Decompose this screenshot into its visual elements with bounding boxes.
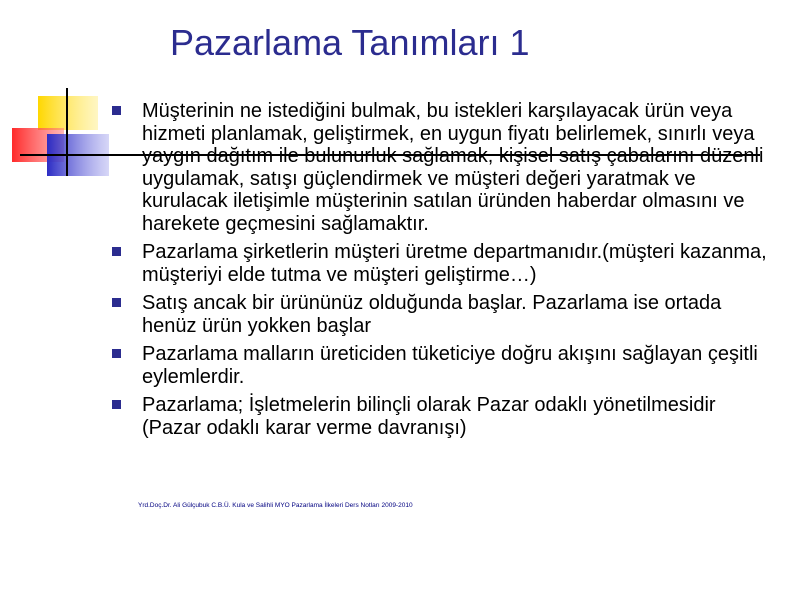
list-item — [110, 241, 770, 286]
list-item-text: Pazarlama malların üreticiden tüketiciye doğru akışını sağlayan çeşitli eylemlerdir. — [142, 343, 758, 388]
list-item — [110, 394, 770, 439]
square-bullet-icon — [112, 247, 121, 256]
list-item-text: Pazarlama şirketlerin müşteri üretme departmanıdır.(müşteri kazanma, müşteriyi elde tutma ve müşteri geliştirme…) — [142, 241, 767, 286]
decor-red-block — [12, 128, 64, 162]
page-title: Pazarlama Tanımları 1 — [170, 22, 530, 63]
list-item — [110, 100, 770, 235]
decor-yellow-block — [38, 96, 98, 130]
list-item-text: Müşterinin ne istediğini bulmak, bu istekleri karşılayacak ürün veya hizmeti planlamak, geliştirmek, en uygun fiyatı belirlemek, sınırlı veya yaygın dağıtım ile bulunurluk sağlamak, kişisel satış çabalarını düzenli uygulamak, satışı güçlendirmek ve müşteri değeri yaratmak ve kurulacak iletişimle müşterinin satılan üründen haberdar olmasını ve harekete geçmesini sağlamaktır. — [142, 100, 764, 235]
list-item — [110, 343, 770, 388]
bullet-list — [110, 100, 770, 445]
square-bullet-icon — [112, 298, 121, 307]
square-bullet-icon — [112, 400, 121, 409]
decor-blue-block — [47, 134, 109, 176]
square-bullet-icon — [112, 349, 121, 358]
list-item — [110, 292, 770, 337]
list-item-text: Pazarlama; İşletmelerin bilinçli olarak Pazar odaklı yönetilmesidir (Pazar odaklı karar verme davranışı) — [142, 394, 716, 439]
list-item-text: Satış ancak bir ürününüz olduğunda başlar. Pazarlama ise ortada henüz ürün yokken başlar — [142, 292, 722, 337]
footer-credit: Yrd.Doç.Dr. Ali Gülçubuk C.B.Ü. Kula ve Salihli MYO Pazarlama İlkeleri Ders Notları 2009-2010 — [138, 502, 413, 509]
square-bullet-icon — [112, 106, 121, 115]
